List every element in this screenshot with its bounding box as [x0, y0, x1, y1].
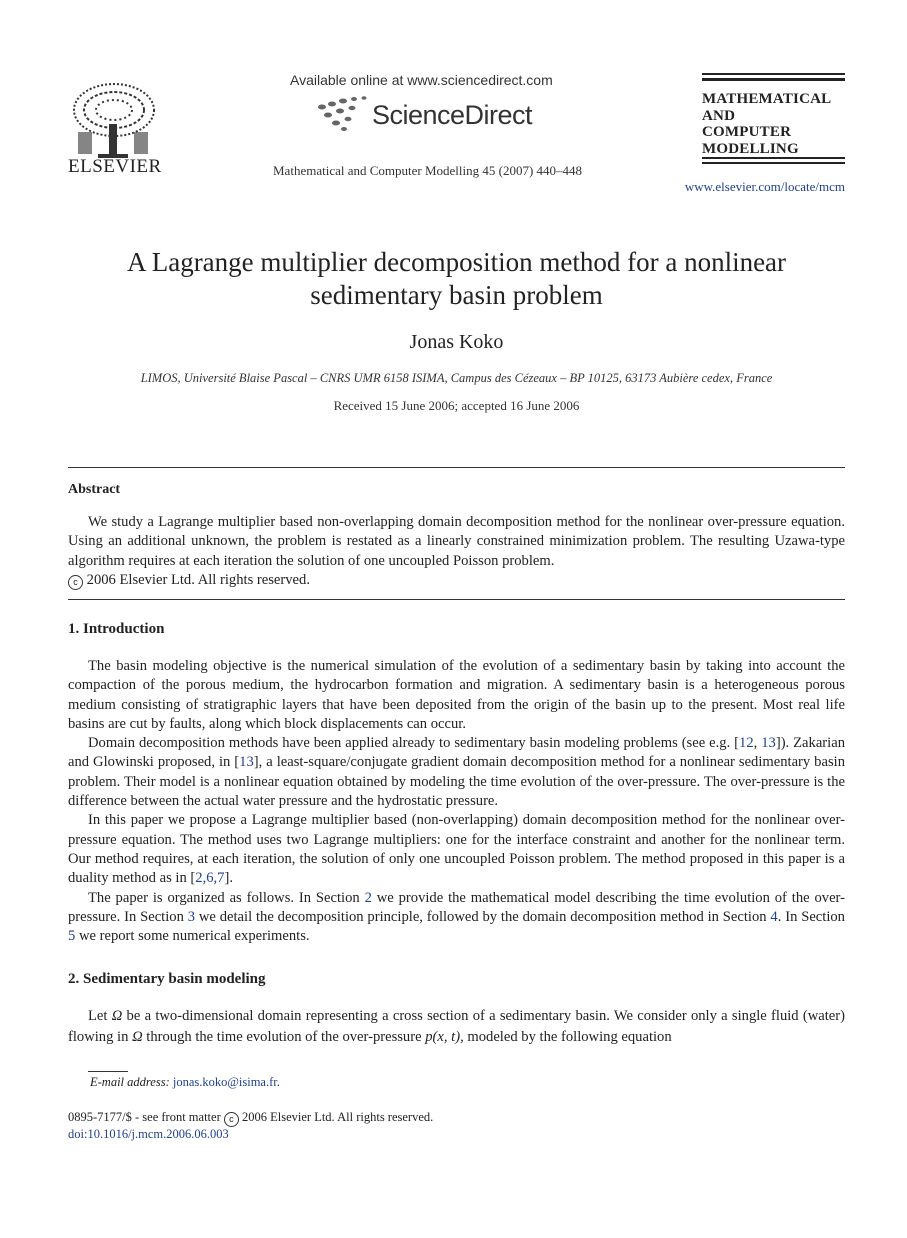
text-run: we report some numerical experiments. [75, 928, 310, 945]
journal-url-link[interactable]: www.elsevier.com/locate/mcm [684, 179, 845, 194]
abstract-copyright: 2006 Elsevier Ltd. All rights reserved. [86, 571, 310, 588]
issn-text: 0895-7177/$ - see front matter [68, 1110, 221, 1124]
affiliation: LIMOS, Université Blaise Pascal – CNRS UMR 6158 ISIMA, Campus des Cézeaux – BP 10125, 63173 Aubière cedex, France [140, 371, 773, 385]
abstract-body [68, 513, 845, 590]
journal-title-rules-bottom [702, 157, 845, 167]
abstract-heading: Abstract [68, 482, 121, 497]
issn-line [68, 1110, 433, 1127]
text-run: The paper is organized as follows. In Section [88, 889, 365, 906]
abstract-text: We study a Lagrange multiplier based non-overlapping domain decomposition method for the nonlinear over-pressure equation. Using an additional unknown, the problem is restated as a linearly constrained minimization problem. The resulting Uzawa-type algorithm requires at each iteration the solution of one uncoupled Poisson problem. [68, 514, 845, 569]
text-run: ]. [224, 870, 233, 887]
section-introduction-body [68, 657, 845, 946]
text-run: . In Section [777, 908, 845, 925]
journal-title [702, 91, 831, 157]
journal-title-rules-top [702, 73, 845, 84]
text-run: we provide the mathematical model describing the time evolution of the over-pressure. In Section [68, 889, 845, 925]
section-link[interactable]: 3 [187, 908, 196, 925]
divider [68, 599, 845, 600]
paragraph: The basin modeling objective is the numerical simulation of the evolution of a sedimentary basin by taking into account the compaction of the porous medium, the hydrocarbon formation and migration. A sedimentary basin is a heterogeneous porous medium consisting of stratigraphic layers that have been deposited from the origin of the basin up to the present. Most real life basins are cut by faults, along which block displacements can occur. [68, 658, 845, 732]
section-link[interactable]: 4 [770, 908, 778, 925]
paragraph [68, 889, 845, 947]
citation-link[interactable]: 13 [239, 754, 254, 771]
section-heading-introduction: 1. Introduction [68, 621, 165, 637]
text-run: ]). Zakarian and Glowinski proposed, in [ [68, 735, 846, 771]
article-title-line: A Lagrange multiplier decomposition method for a nonlinear [126, 247, 787, 277]
journal-title-line: COMPUTER [702, 124, 792, 140]
available-online-text[interactable]: Available online at www.sciencedirect.com [290, 72, 553, 88]
email-label: E-mail address: [90, 1075, 170, 1089]
text-run: , modeled by the following equation [460, 1029, 672, 1045]
issn-copyright: 2006 Elsevier Ltd. All rights reserved. [241, 1110, 434, 1124]
sciencedirect-wordmark: ScienceDirect [372, 100, 533, 130]
section-link[interactable]: 5 [68, 928, 76, 945]
section-link[interactable]: 2 [364, 889, 372, 906]
journal-reference: Mathematical and Computer Modelling 45 (2007) 440–448 [273, 163, 583, 178]
paragraph [68, 1006, 845, 1048]
journal-title-line: MATHEMATICAL [702, 91, 832, 107]
divider [68, 467, 845, 468]
copyright-icon: c [68, 575, 83, 590]
math-omega: Ω [111, 1008, 123, 1024]
footnote-rule [88, 1071, 128, 1072]
section-heading-sedimentary-basin-modeling: 2. Sedimentary basin modeling [68, 971, 266, 987]
article-title [68, 246, 845, 312]
text-run: . [276, 1075, 280, 1089]
text-run: Let [88, 1008, 112, 1024]
text-run: , [753, 735, 762, 752]
received-dates: Received 15 June 2006; accepted 16 June 2006 [333, 398, 580, 413]
copyright-icon: c [224, 1112, 239, 1127]
article-title-line: sedimentary basin problem [310, 280, 603, 310]
section-sedimentary-body [68, 1006, 845, 1048]
text-run: we detail the decomposition principle, followed by the domain decomposition method in Section [195, 908, 771, 925]
math-omega: Ω [132, 1029, 143, 1045]
text-run: through the time evolution of the over-pressure [142, 1029, 426, 1045]
text-run: ], a least-square/conjugate gradient domain decomposition method for a nonlinear sedimentary basin problem. Their model is a nonlinear equation obtained by modeling the time evolution of the over-pressure. The over-pressure is the difference between the actual water pressure and the hydrostatic pressure. [68, 754, 845, 810]
paragraph [68, 811, 845, 888]
text-run: In this paper we propose a Lagrange multiplier based (non-overlapping) domain decomposition method for the nonlinear over-pressure equation. The method uses two Lagrange multipliers: one for the interface constraint and another for the nonlinear term. Our method requires, at each iteration, the solution of only one uncoupled Poisson problem. The method proposed in this paper is a duality method as in [ [68, 812, 845, 887]
sciencedirect-dots-icon [316, 95, 374, 133]
text-run: be a two-dimensional domain representing a cross section of a sedimentary basin. We consider only a single fluid (water) flowing in [68, 1008, 845, 1045]
publisher-name: ELSEVIER [68, 156, 162, 177]
author-name: Jonas Koko [409, 331, 504, 353]
citation-link[interactable]: 13 [761, 735, 776, 752]
text-run: Domain decomposition methods have been applied already to sedimentary basin modeling problems (see e.g. [ [88, 735, 740, 752]
footnote-email [90, 1075, 280, 1090]
abstract-copyright-line [68, 571, 845, 590]
email-link[interactable]: jonas.koko@isima.fr [172, 1075, 277, 1089]
paragraph [68, 734, 845, 811]
citation-link[interactable]: 2,6,7 [195, 870, 225, 887]
journal-title-line: MODELLING [702, 140, 799, 157]
citation-link[interactable]: 12 [739, 735, 754, 752]
journal-title-line: AND [702, 107, 736, 124]
math-pxt: p(x, t) [425, 1029, 461, 1045]
doi-link[interactable]: doi:10.1016/j.mcm.2006.06.003 [68, 1127, 229, 1141]
